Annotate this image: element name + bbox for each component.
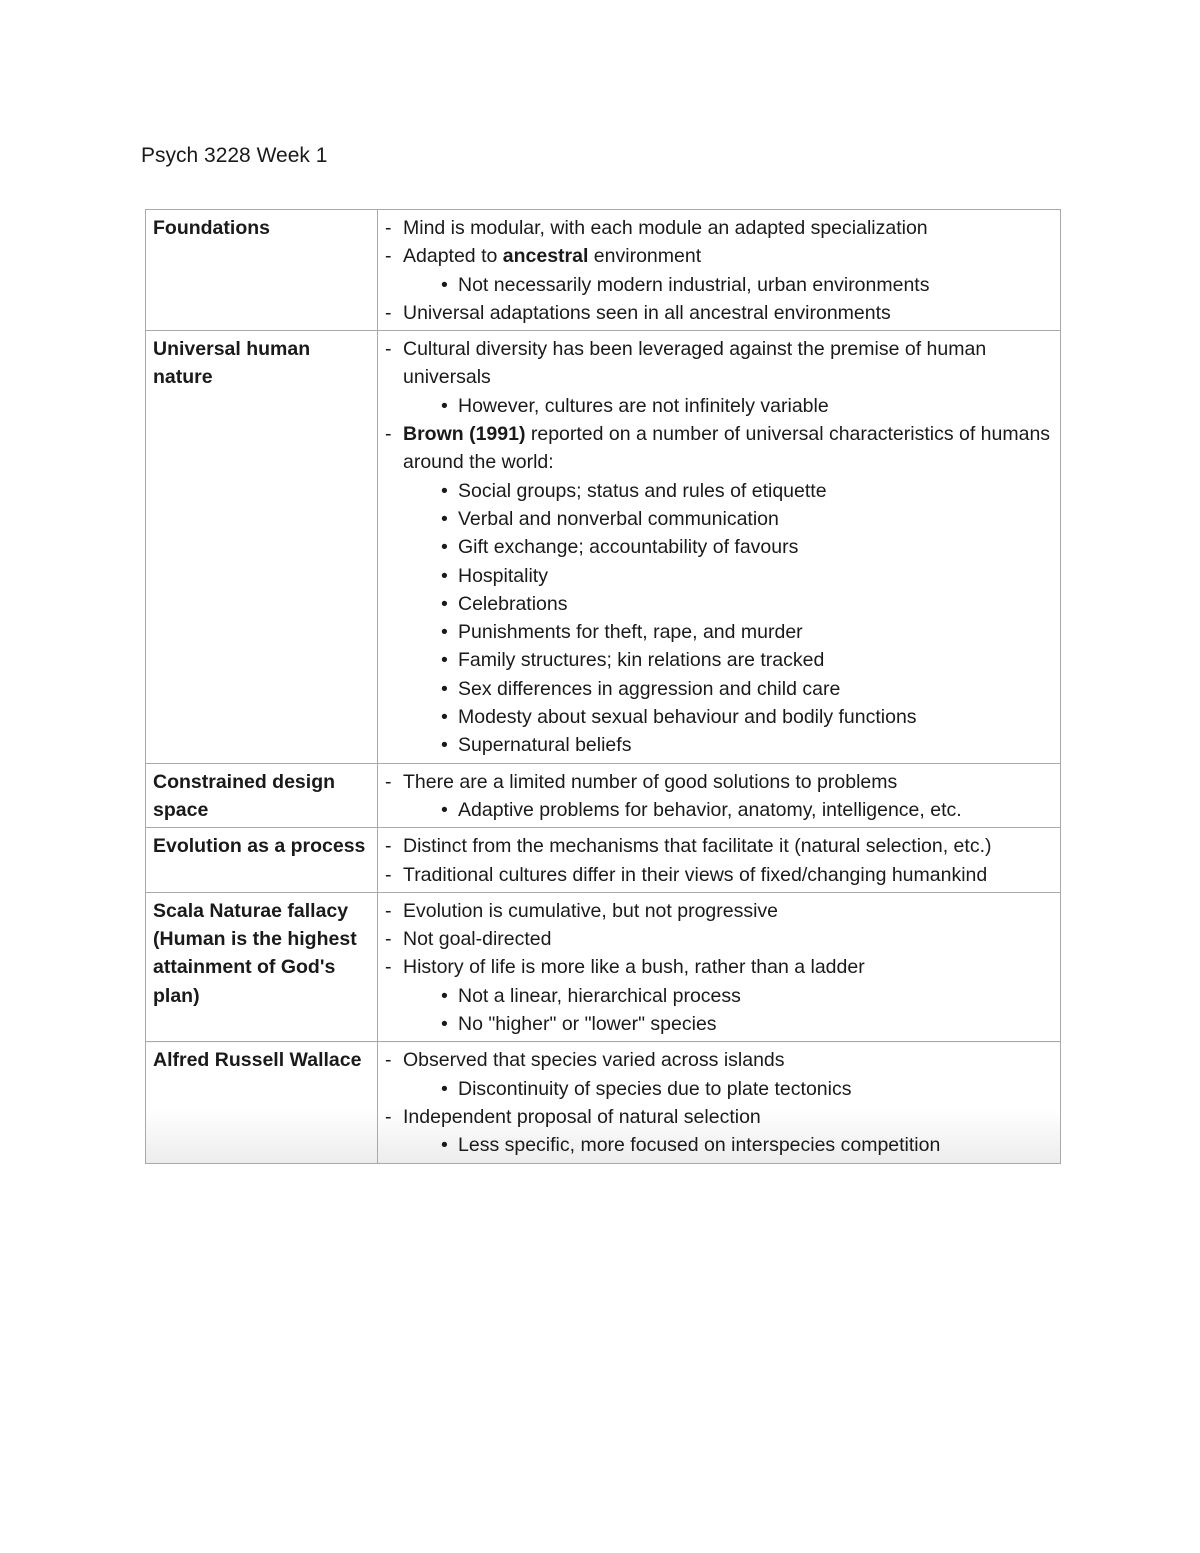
bullet-point <box>385 768 1054 796</box>
sub-bullet-point <box>385 271 1054 299</box>
notes-table <box>145 209 1061 1164</box>
text-segment: However, cultures are not infinitely variable <box>458 394 829 417</box>
text-segment: Celebrations <box>458 592 568 615</box>
sub-bullet-point <box>385 477 1054 505</box>
notes-cell <box>378 1042 1061 1163</box>
sub-bullet-point <box>385 1010 1054 1038</box>
text-segment: Not necessarily modern industrial, urban environments <box>458 273 930 296</box>
text-segment: Modesty about sexual behaviour and bodily functions <box>458 706 917 729</box>
sub-bullet-point <box>385 533 1054 561</box>
topic-cell: Foundations <box>146 210 378 331</box>
topic-cell: Universal human nature <box>146 331 378 763</box>
sub-bullet-point <box>385 590 1054 618</box>
topic-cell: Evolution as a process <box>146 828 378 893</box>
topic-cell: Alfred Russell Wallace <box>146 1042 378 1163</box>
notes-cell <box>378 828 1061 893</box>
bullet-point <box>385 1103 1054 1131</box>
text-segment: Distinct from the mechanisms that facilitate it (natural selection, etc.) <box>403 835 992 858</box>
sub-bullet-point <box>385 703 1054 731</box>
text-segment: Independent proposal of natural selection <box>403 1105 761 1128</box>
notes-table-body <box>146 210 1061 1164</box>
text-segment: ancestral <box>502 245 589 268</box>
text-segment: Not a linear, hierarchical process <box>458 984 741 1007</box>
text-segment: Universal adaptations seen in all ancestral environments <box>403 301 891 324</box>
bullet-point <box>385 861 1054 889</box>
bullet-point <box>385 299 1054 327</box>
text-segment: Hospitality <box>458 564 548 587</box>
topic-cell: Scala Naturae fallacy (Human is the highest attainment of God's plan) <box>146 892 378 1041</box>
bullet-point <box>385 335 1054 392</box>
text-segment: Brown (1991) <box>403 423 526 446</box>
text-segment: Family structures; kin relations are tracked <box>458 649 825 672</box>
text-segment: reported on a number of universal characteristics of humans around the world: <box>403 423 1051 474</box>
table-row <box>146 828 1061 893</box>
text-segment: Mind is modular, with each module an adapted specialization <box>403 217 928 239</box>
text-segment: Observed that species varied across islands <box>403 1049 785 1072</box>
sub-bullet-point <box>385 1131 1054 1159</box>
text-segment: Social groups; status and rules of etiquette <box>458 479 827 502</box>
sub-bullet-point <box>385 731 1054 759</box>
text-segment: Not goal-directed <box>403 928 552 951</box>
text-segment: Traditional cultures differ in their views of fixed/changing humankind <box>403 863 988 886</box>
bullet-point <box>385 897 1054 925</box>
bullet-point <box>385 1046 1054 1074</box>
bullet-point <box>385 832 1054 860</box>
table-row <box>146 331 1061 763</box>
text-segment: There are a limited number of good solutions to problems <box>403 770 898 793</box>
text-segment: Cultural diversity has been leveraged against the premise of human universals <box>403 338 987 389</box>
text-segment: Less specific, more focused on interspecies competition <box>458 1134 941 1157</box>
text-segment: History of life is more like a bush, rather than a ladder <box>403 956 865 979</box>
table-row <box>146 210 1061 331</box>
sub-bullet-point <box>385 505 1054 533</box>
notes-cell <box>378 892 1061 1041</box>
sub-bullet-point <box>385 796 1054 824</box>
sub-bullet-point <box>385 1075 1054 1103</box>
text-segment: Supernatural beliefs <box>458 734 632 757</box>
bullet-point <box>385 420 1054 477</box>
text-segment: Adaptive problems for behavior, anatomy, intelligence, etc. <box>458 798 962 821</box>
bullet-point <box>385 242 1054 270</box>
sub-bullet-point <box>385 562 1054 590</box>
text-segment: Discontinuity of species due to plate tectonics <box>458 1077 852 1100</box>
text-segment: Verbal and nonverbal communication <box>458 507 779 530</box>
sub-bullet-point <box>385 982 1054 1010</box>
text-segment: Punishments for theft, rape, and murder <box>458 621 803 644</box>
bullet-point <box>385 214 1054 242</box>
table-row <box>146 1042 1061 1163</box>
sub-bullet-point <box>385 618 1054 646</box>
table-row <box>146 892 1061 1041</box>
document-title: Psych 3228 Week 1 <box>141 144 328 167</box>
sub-bullet-point <box>385 675 1054 703</box>
bullet-point <box>385 953 1054 981</box>
text-segment: Adapted to <box>403 245 503 268</box>
bullet-point <box>385 925 1054 953</box>
notes-cell <box>378 331 1061 763</box>
table-row <box>146 763 1061 828</box>
text-segment: Gift exchange; accountability of favours <box>458 536 799 559</box>
text-segment: Evolution is cumulative, but not progressive <box>403 899 779 922</box>
sub-bullet-point <box>385 392 1054 420</box>
notes-cell <box>378 763 1061 828</box>
notes-cell <box>378 210 1061 331</box>
text-segment: No "higher" or "lower" species <box>458 1013 717 1036</box>
sub-bullet-point <box>385 646 1054 674</box>
topic-cell: Constrained design space <box>146 763 378 828</box>
text-segment: environment <box>588 245 702 268</box>
text-segment: Sex differences in aggression and child care <box>458 677 841 700</box>
